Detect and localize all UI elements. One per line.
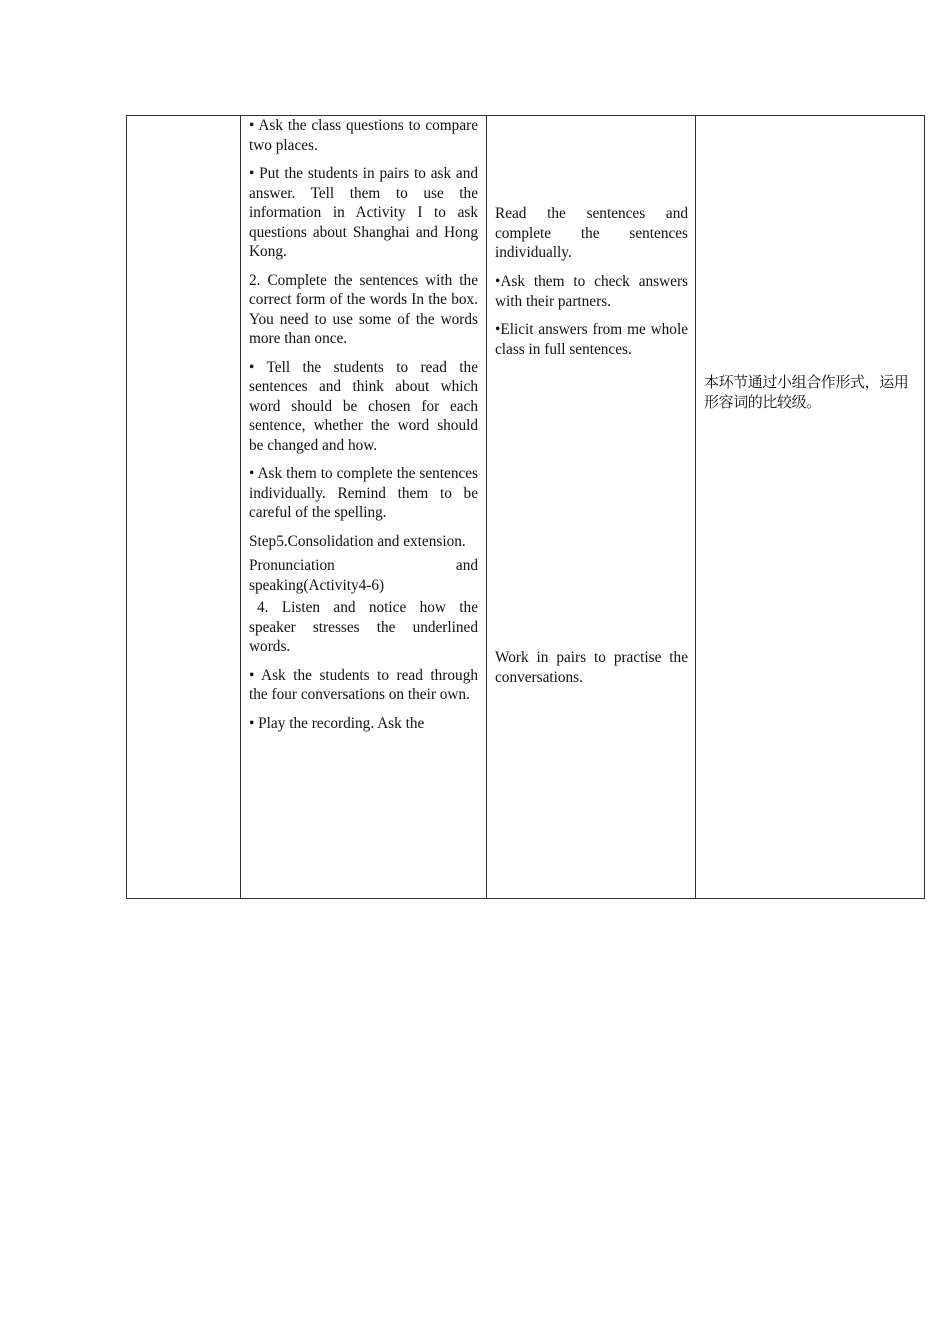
teacher-step-complete-sentences: 2. Complete the sentences with the correct form of the words In the box. You need to use some of the words more than once. bbox=[249, 271, 478, 347]
step5-heading: Step5.Consolidation and extension. bbox=[249, 532, 466, 550]
pronunciation-heading: Pronunciation and speaking(Activity4-6) bbox=[249, 557, 478, 594]
lesson-plan-table bbox=[126, 115, 925, 899]
teacher-step-compare-places: • Ask the class questions to compare two places. bbox=[249, 117, 478, 154]
teacher-step-play-recording: • Play the recording. Ask the bbox=[249, 714, 425, 732]
teacher-step-pairs-ask-answer: • Put the students in pairs to ask and answer. Tell them to use the information in Activity I to ask questions about Shanghai and Hong Kong. bbox=[249, 165, 478, 260]
teacher-step-read-think: • Tell the students to read the sentences and think about which word should be chosen for each sentence, whether the word should be changed and how. bbox=[249, 358, 478, 454]
teacher-step-read-conversations: • Ask the students to read through the four conversations on their own. bbox=[249, 666, 478, 703]
table-row bbox=[127, 116, 925, 899]
student-step-check-answers: •Ask them to check answers with their partners. bbox=[495, 273, 688, 310]
student-step-pair-practice: Work in pairs to practise the conversations. bbox=[495, 649, 688, 686]
student-activity-cell bbox=[487, 116, 696, 899]
stage-column-cell bbox=[127, 116, 241, 899]
student-step-elicit-answers: •Elicit answers from me whole class in full sentences. bbox=[495, 321, 688, 358]
teacher-step-complete-individually: • Ask them to complete the sentences individually. Remind them to be careful of the spelling. bbox=[249, 465, 478, 521]
teacher-activity-cell bbox=[241, 116, 487, 899]
teacher-step-listen-notice: 4. Listen and notice how the speaker stresses the underlined words. bbox=[249, 599, 478, 655]
student-step-read-complete: Read the sentences and complete the sentences individually. bbox=[495, 205, 688, 261]
design-intent-note: 本环节通过小组合作形式，运用形容词的比较级。 bbox=[704, 373, 909, 411]
design-intent-cell bbox=[696, 116, 925, 899]
